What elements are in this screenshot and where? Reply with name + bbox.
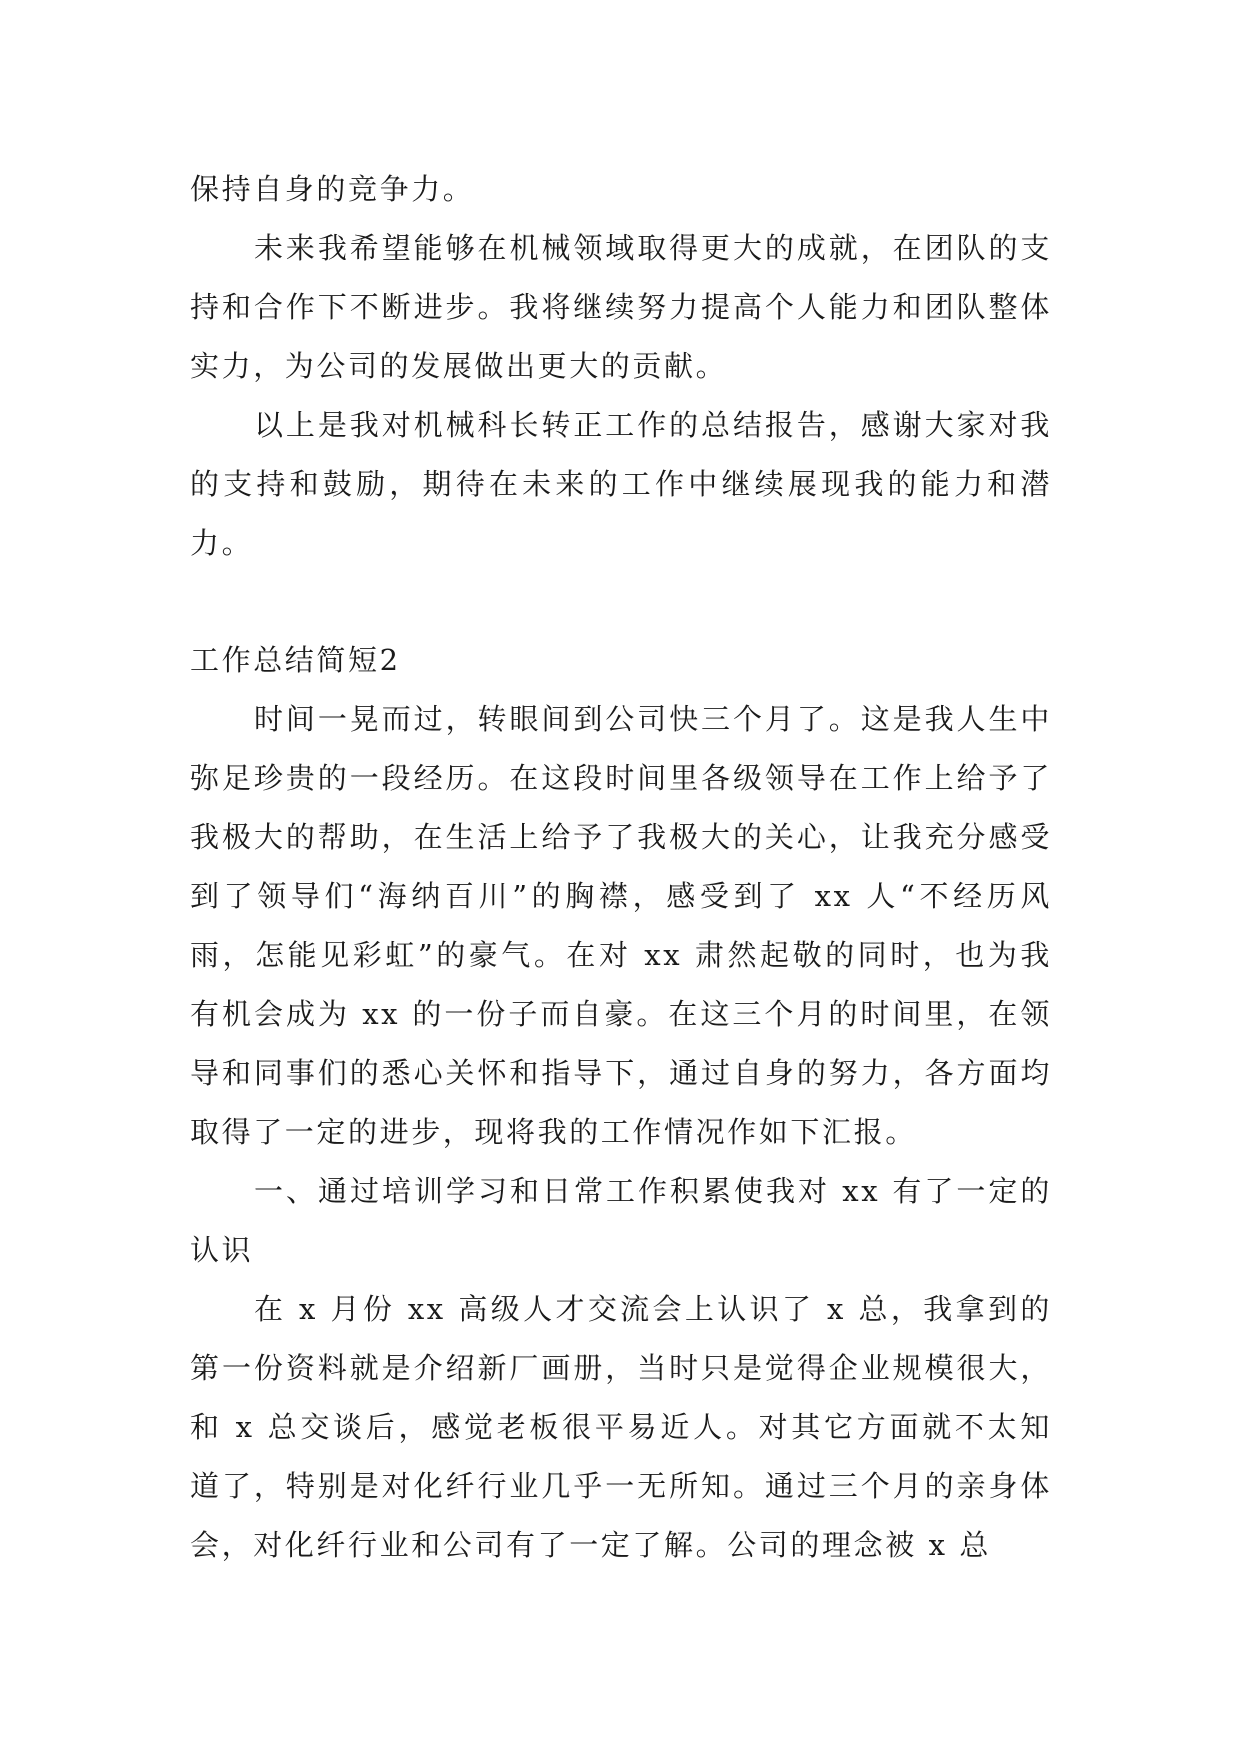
paragraph-company-understanding: 在 x 月份 xx 高级人才交流会上认识了 x 总，我拿到的第一份资料就是介绍新厂画册，当时只是觉得企业规模很大，和 x 总交谈后，感觉老板很平易近人。对其它方面就不太知道了，特别是对化纤行业几乎一无所知。通过三个月的亲身体会，对化纤行业和公司有了一定了解。公司的理念被 x 总	[190, 1292, 1052, 1562]
paragraph-closing-thanks: 以上是我对机械科长转正工作的总结报告，感谢大家对我的支持和鼓励，期待在未来的工作中继续展现我的能力和潜力。	[190, 408, 1052, 560]
document-body	[190, 160, 1052, 1575]
section-heading: 工作总结简短2	[190, 643, 401, 677]
paragraph-future-hopes: 未来我希望能够在机械领域取得更大的成就，在团队的支持和合作下不断进步。我将继续努力提高个人能力和团队整体实力，为公司的发展做出更大的贡献。	[190, 231, 1052, 383]
paragraph-subheading-one: 一、通过培训学习和日常工作积累使我对 xx 有了一定的认识	[190, 1174, 1052, 1267]
paragraph-introduction: 时间一晃而过，转眼间到公司快三个月了。这是我人生中弥足珍贵的一段经历。在这段时间里各级领导在工作上给予了我极大的帮助，在生活上给予了我极大的关心，让我充分感受到了领导们“海纳百川”的胸襟，感受到了 xx 人“不经历风雨，怎能见彩虹”的豪气。在对 xx 肃然起敬的同时，也为我有机会成为 xx 的一份子而自豪。在这三个月的时间里，在领导和同事们的悉心关怀和指导下，通过自身的努力，各方面均取得了一定的进步，现将我的工作情况作如下汇报。	[190, 702, 1052, 1149]
paragraph-continuation: 保持自身的竞争力。	[190, 172, 475, 206]
